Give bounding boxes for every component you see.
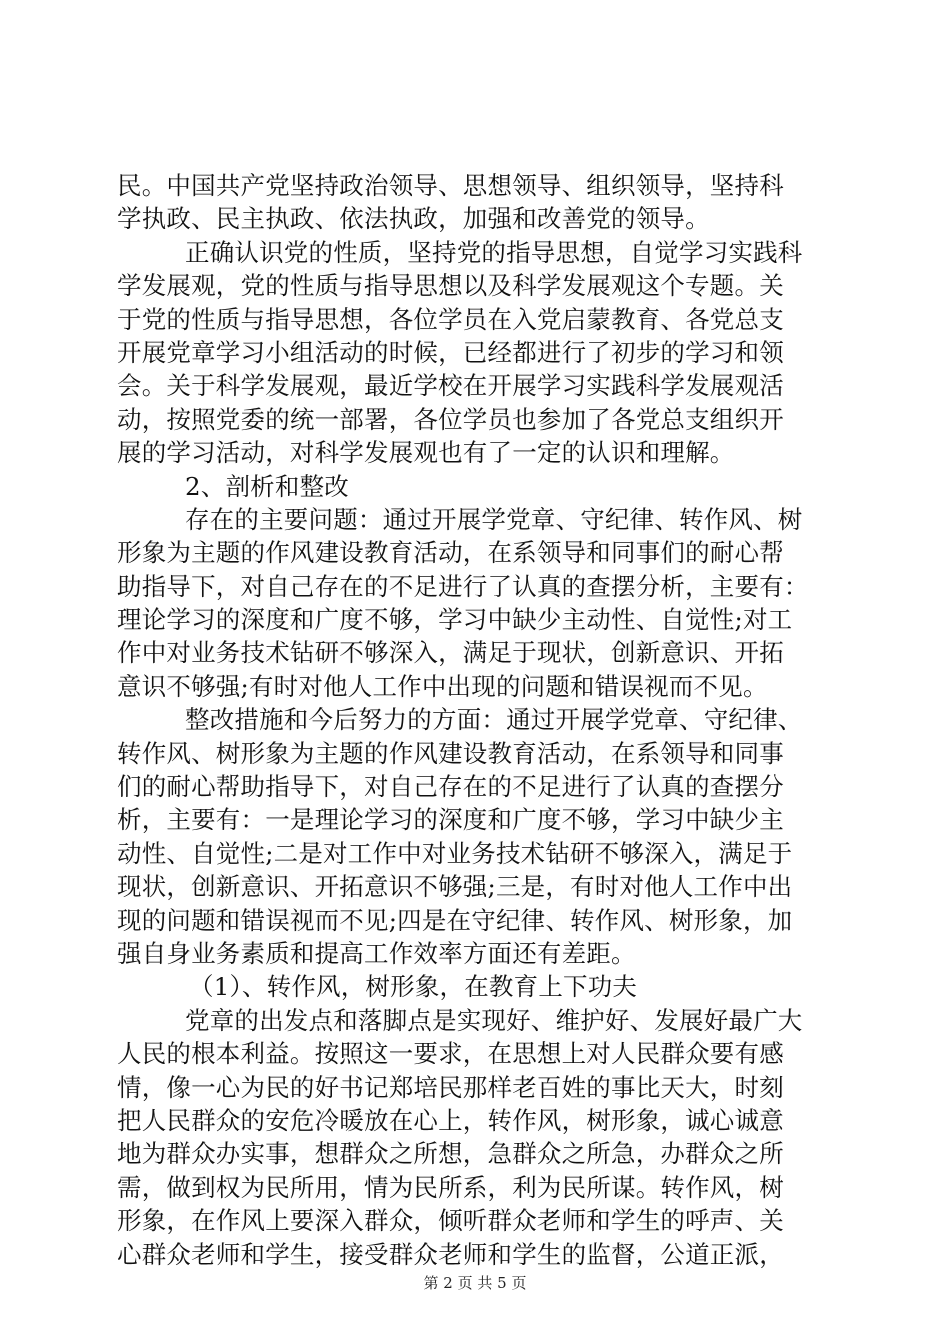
text-line: 现状，创新意识、开拓意识不够强;三是，有时对他人工作中出	[117, 872, 793, 902]
text-line: 动，按照党委的统一部署，各位学员也参加了各党总支组织开	[117, 404, 784, 434]
text-line: 人民的根本利益。按照这一要求，在思想上对人民群众要有感	[117, 1039, 784, 1069]
page-footer: 第 2 页 共 5 页	[423, 1274, 527, 1292]
text-line: 会。关于科学发展观，最近学校在开展学习实践科学发展观活	[117, 371, 784, 401]
text-line: 民。中国共产党坚持政治领导、思想领导、组织领导，坚持科	[117, 171, 784, 200]
text-line: 正确认识党的性质，坚持党的指导思想，自觉学习实践科	[185, 237, 803, 267]
text-line: 析，主要有：一是理论学习的深度和广度不够，学习中缺少主	[117, 805, 784, 835]
text-line: 把人民群众的安危冷暖放在心上，转作风，树形象，诚心诚意	[117, 1105, 784, 1135]
text-line: 党章的出发点和落脚点是实现好、维护好、发展好最广大	[185, 1005, 803, 1035]
text-line: 理论学习的深度和广度不够，学习中缺少主动性、自觉性;对工	[117, 605, 793, 635]
text-line: （1）、转作风，树形象，在教育上下功夫	[189, 972, 638, 1002]
document-body	[117, 169, 852, 1271]
text-line: 需，做到权为民所用，情为民所系，利为民所谋。转作风，树	[117, 1172, 784, 1202]
text-line: 2、剖析和整改	[185, 471, 349, 501]
text-line: 形象为主题的作风建设教育活动，在系领导和同事们的耐心帮	[117, 538, 784, 568]
text-line: 开展党章学习小组活动的时候，已经都进行了初步的学习和领	[117, 337, 784, 367]
text-line: 心群众老师和学生，接受群众老师和学生的监督，公道正派，	[117, 1239, 784, 1269]
text-line: 情，像一心为民的好书记郑培民那样老百姓的事比天大，时刻	[117, 1072, 784, 1102]
text-line: 学执政、民主执政、依法执政，加强和改善党的领导。	[117, 204, 710, 234]
text-line: 整改措施和今后努力的方面：通过开展学党章、守纪律、	[185, 705, 803, 735]
text-line: 们的耐心帮助指导下，对自己存在的不足进行了认真的查摆分	[117, 772, 784, 802]
text-line: 存在的主要问题：通过开展学党章、守纪律、转作风、树	[185, 504, 803, 534]
text-line: 强自身业务素质和提高工作效率方面还有差距。	[117, 938, 636, 968]
text-line: 动性、自觉性;二是对工作中对业务技术钻研不够深入，满足于	[117, 838, 793, 868]
text-line: 转作风、树形象为主题的作风建设教育活动，在系领导和同事	[117, 738, 784, 768]
text-line: 形象，在作风上要深入群众，倾听群众老师和学生的呼声、关	[117, 1206, 784, 1236]
text-line: 展的学习活动，对科学发展观也有了一定的认识和理解。	[117, 438, 735, 468]
text-line: 意识不够强;有时对他人工作中出现的问题和错误视而不见。	[117, 671, 768, 701]
text-line: 地为群众办实事，想群众之所想，急群众之所急，办群众之所	[117, 1139, 784, 1169]
text-line: 于党的性质与指导思想，各位学员在入党启蒙教育、各党总支	[117, 304, 784, 334]
text-line: 助指导下，对自己存在的不足进行了认真的查摆分析，主要有：	[117, 571, 809, 601]
text-line: 作中对业务技术钻研不够深入，满足于现状，创新意识、开拓	[117, 638, 784, 668]
text-line: 现的问题和错误视而不见;四是在守纪律、转作风、树形象，加	[117, 905, 793, 935]
text-line: 学发展观，党的性质与指导思想以及科学发展观这个专题。关	[117, 271, 784, 301]
